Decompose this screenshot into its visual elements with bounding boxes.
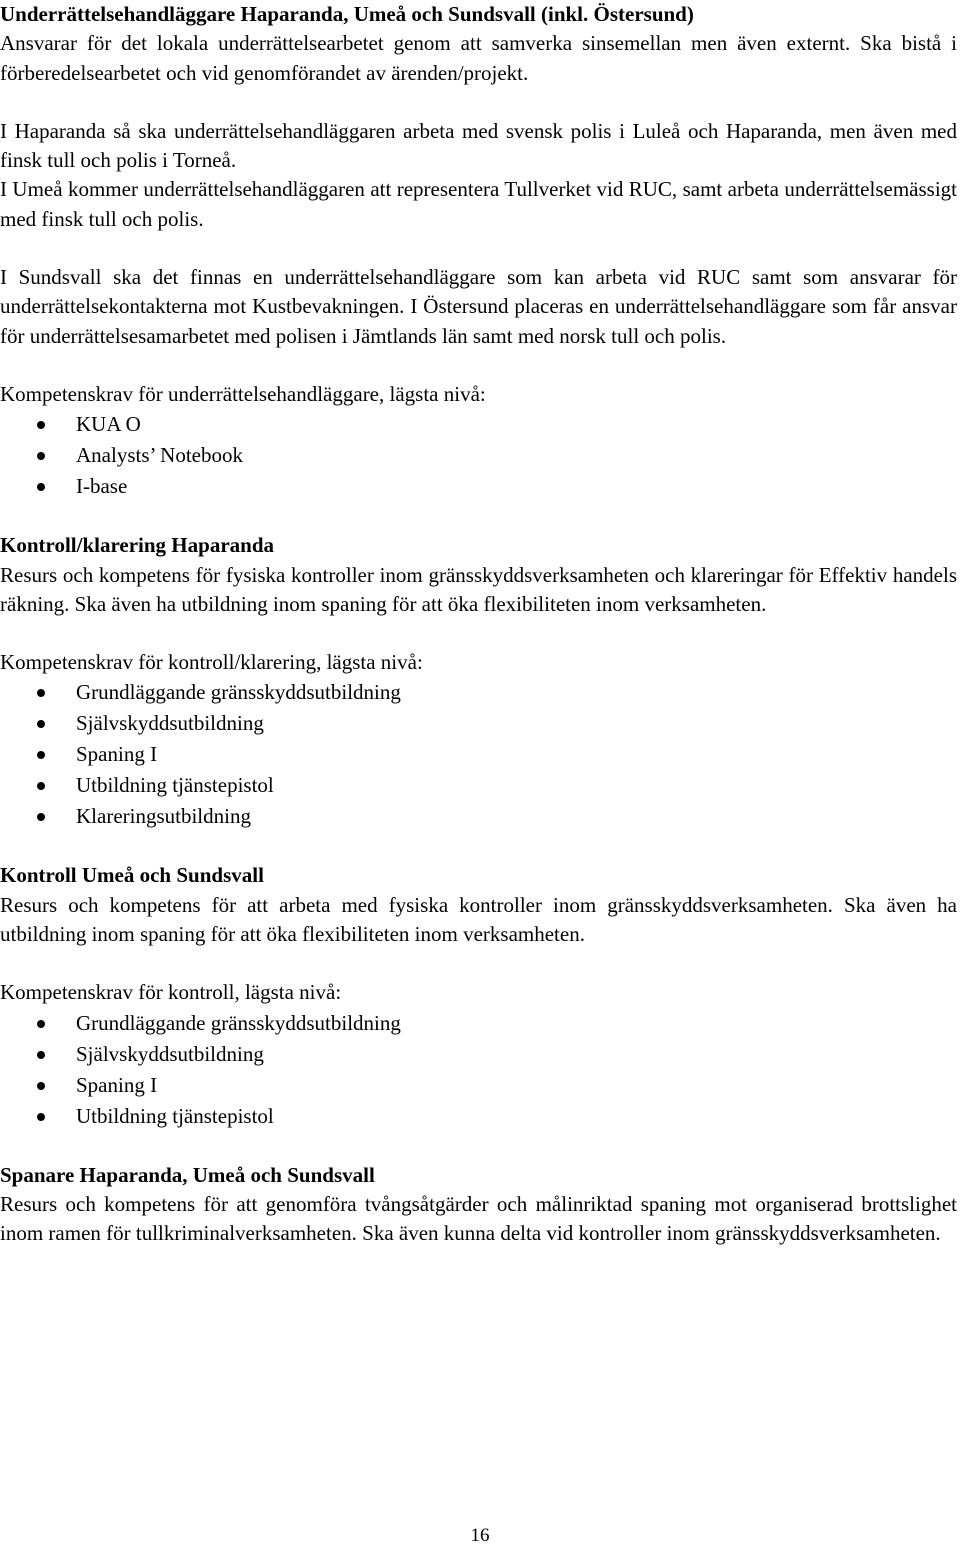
bullet-icon bbox=[37, 720, 45, 728]
list-item: Spaning I bbox=[0, 1070, 957, 1101]
paragraph: Resurs och kompetens för att genomföra tvångsåtgärder och målinriktad spaning mot organiserad brottslighet inom ramen för tullkriminalverksamheten. Ska även kunna delta vid kontroller inom gränsskyddsverksamheten. bbox=[0, 1191, 957, 1246]
paragraph: Resurs och kompetens för fysiska kontroller inom gränsskyddsverksamheten och klareringar för Effektiv handels räkning. Ska även ha utbildning inom spaning för att öka flexibiliteten inom verksamheten. bbox=[0, 562, 957, 616]
requirements-intro: Kompetenskrav för kontroll, lägsta nivå: bbox=[0, 980, 342, 1005]
section-heading: Kontroll/klarering Haparanda bbox=[0, 533, 275, 558]
list-item: Grundläggande gränsskyddsutbildning bbox=[0, 677, 957, 708]
bullet-icon bbox=[37, 1082, 45, 1090]
requirements-list bbox=[0, 1008, 957, 1132]
section-heading: Spanare Haparanda, Umeå och Sundsvall bbox=[0, 1162, 375, 1187]
section-heading: Underrättelsehandläggare Haparanda, Umeå och Sundsvall (inkl. Östersund) bbox=[0, 2, 694, 26]
list-item: Utbildning tjänstepistol bbox=[0, 770, 957, 801]
paragraph: I Umeå kommer underrättelsehandläggaren att representera Tullverket vid RUC, samt arbeta underrättelsemässigt med finsk tull och polis. bbox=[0, 177, 957, 231]
list-item: Analysts’ Notebook bbox=[0, 440, 957, 471]
bullet-icon bbox=[37, 689, 45, 697]
section-spanare bbox=[0, 1161, 957, 1249]
bullet-icon bbox=[37, 452, 45, 460]
list-item: I-base bbox=[0, 471, 957, 502]
requirements-intro: Kompetenskrav för underrättelsehandläggare, lägsta nivå: bbox=[0, 381, 486, 406]
list-item: KUA O bbox=[0, 409, 957, 440]
paragraph: I Sundsvall ska det finnas en underrättelsehandläggare som kan arbeta vid RUC samt som ansvarar för underrättelsekontakterna mot Kustbevakningen. I Östersund placeras en underrättelsehandläggare som får ansvar för underrättelsesamarbetet med polisen i Jämtlands län samt med norsk tull och polis. bbox=[0, 265, 957, 348]
bullet-icon bbox=[37, 1020, 45, 1028]
bullet-icon bbox=[37, 782, 45, 790]
bullet-icon bbox=[37, 813, 45, 821]
list-item: Utbildning tjänstepistol bbox=[0, 1101, 957, 1132]
section-kontroll-haparanda bbox=[0, 531, 957, 832]
bullet-icon bbox=[37, 483, 45, 491]
list-item: Självskyddsutbildning bbox=[0, 708, 957, 739]
paragraph: Ansvarar för det lokala underrättelsearbetet genom att samverka sinsemellan men även externt. Ska bistå i förberedelsearbetet och vid genomförandet av ärenden/projekt. bbox=[0, 31, 957, 85]
list-item: Spaning I bbox=[0, 739, 957, 770]
bullet-icon bbox=[37, 1113, 45, 1121]
requirements-intro: Kompetenskrav för kontroll/klarering, lägsta nivå: bbox=[0, 650, 423, 675]
paragraph: Resurs och kompetens för att arbeta med fysiska kontroller inom gränsskyddsverksamheten. Ska även ha utbildning inom spaning för att öka flexibiliteten inom verksamheten. bbox=[0, 892, 957, 947]
bullet-icon bbox=[37, 1051, 45, 1059]
paragraph: I Haparanda så ska underrättelsehandläggaren arbeta med svensk polis i Luleå och Haparanda, men även med finsk tull och polis i Torneå. bbox=[0, 118, 957, 173]
requirements-list bbox=[0, 677, 957, 832]
list-item: Grundläggande gränsskyddsutbildning bbox=[0, 1008, 957, 1039]
page-number: 16 bbox=[470, 1525, 490, 1546]
section-heading: Kontroll Umeå och Sundsvall bbox=[0, 863, 264, 888]
section-intel bbox=[0, 0, 957, 502]
list-item: Självskyddsutbildning bbox=[0, 1039, 957, 1070]
list-item: Klareringsutbildning bbox=[0, 801, 957, 832]
bullet-icon bbox=[37, 751, 45, 759]
bullet-icon bbox=[37, 421, 45, 429]
requirements-list bbox=[0, 409, 957, 502]
section-kontroll-umea bbox=[0, 861, 957, 1131]
